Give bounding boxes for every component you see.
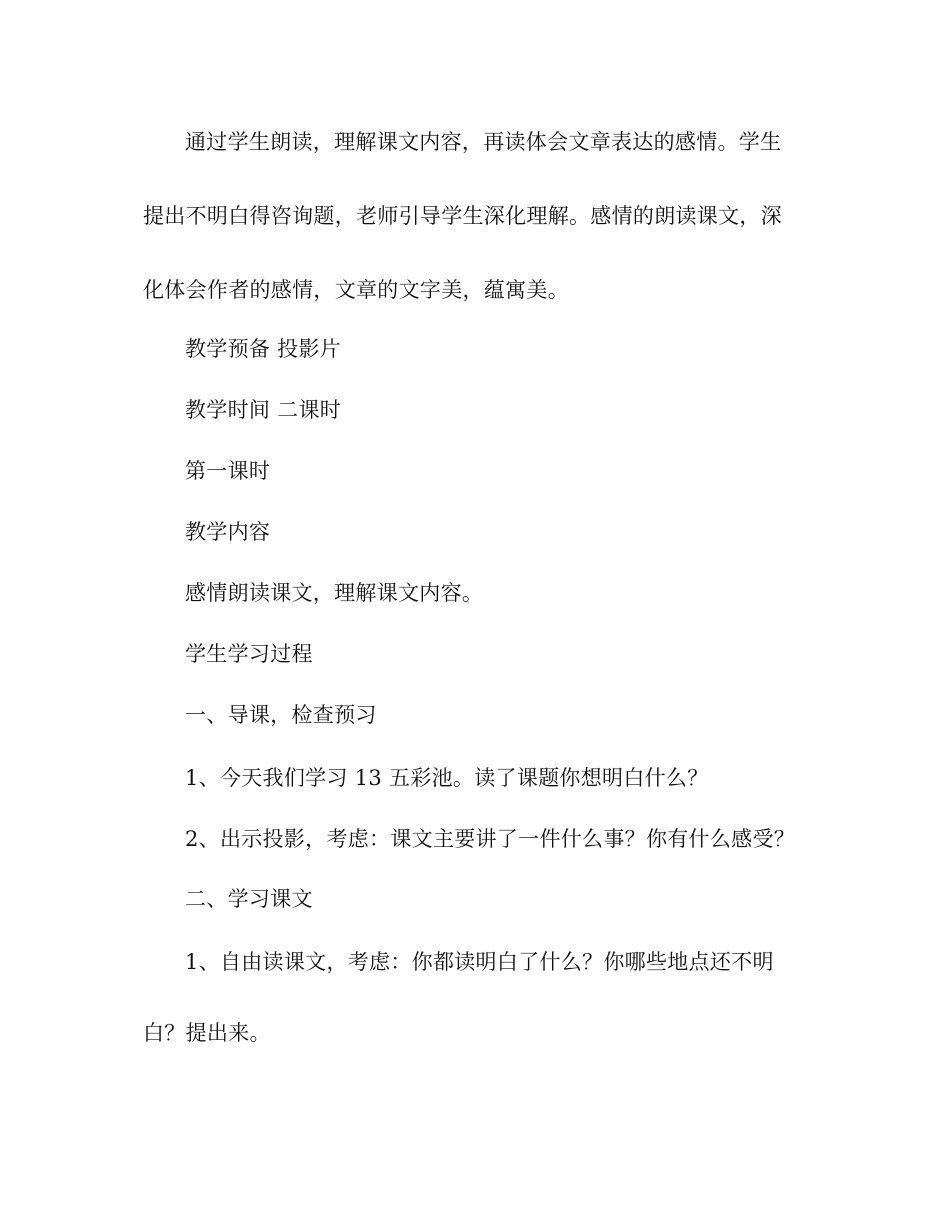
lesson-one-heading: 第一课时	[185, 459, 271, 483]
section-1-item-2: 2、出示投影，考虑：课文主要讲了一件什么事？你有什么感受？	[185, 827, 796, 851]
section-1-heading: 一、导课，检查预习	[185, 703, 377, 727]
section-2-item-1-line-2: 白？提出来。	[143, 1021, 271, 1045]
section-2-heading: 二、学习课文	[185, 887, 313, 911]
teaching-content-heading: 教学内容	[185, 520, 271, 544]
paragraph-1-line-1: 通过学生朗读，理解课文内容，再读体会文章表达的感情。学生	[185, 130, 782, 154]
paragraph-1-line-2: 提出不明白得咨询题，老师引导学生深化理解。感情的朗读课文，深	[143, 204, 782, 228]
teaching-content: 感情朗读课文，理解课文内容。	[185, 581, 484, 605]
paragraph-1-line-3: 化体会作者的感情，文章的文字美，蕴寓美。	[143, 278, 569, 302]
teaching-preparation: 教学预备 投影片	[185, 337, 342, 361]
learning-process-heading: 学生学习过程	[185, 642, 313, 666]
section-1-item-1: 1、今天我们学习 13 五彩池。读了课题你想明白什么？	[185, 766, 709, 790]
section-2-item-1-line-1: 1、自由读课文，考虑：你都读明白了什么？你哪些地点还不明	[185, 950, 774, 974]
teaching-time: 教学时间 二课时	[185, 398, 342, 422]
